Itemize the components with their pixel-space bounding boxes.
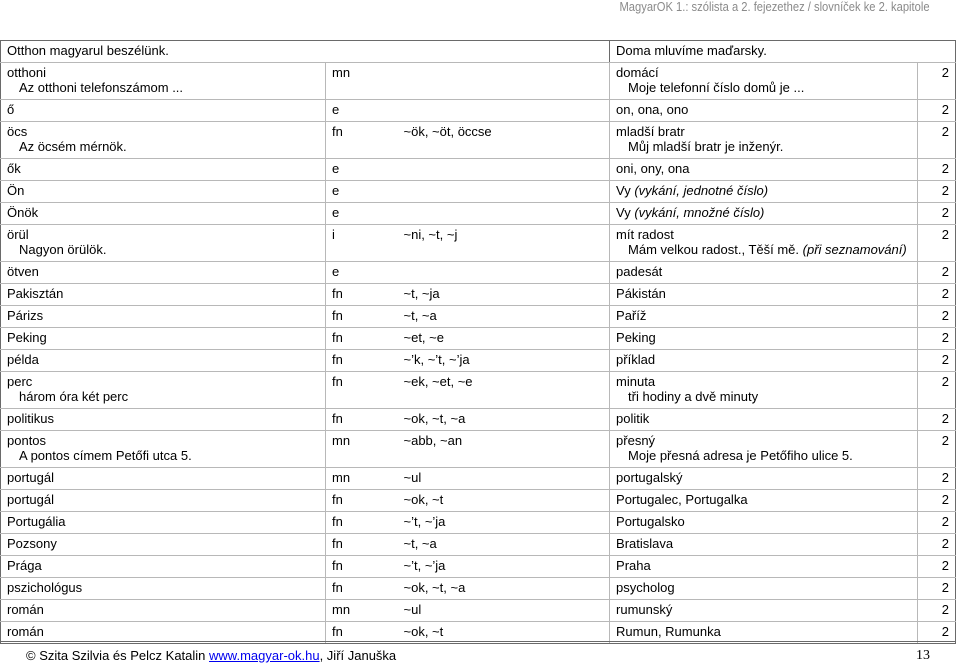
- hungarian-word: ők: [7, 161, 21, 176]
- czech-translation-cell: [610, 284, 918, 306]
- suffix-forms: ~abb, ~an: [403, 433, 463, 448]
- part-of-speech: e: [332, 102, 340, 117]
- suffix-cell: [398, 556, 610, 578]
- part-of-speech-cell: [326, 100, 398, 122]
- czech-example: Moje telefonní číslo domů je ...: [628, 80, 805, 95]
- chapter-number-cell: [918, 468, 956, 490]
- vocab-row: [1, 534, 956, 556]
- part-of-speech: e: [332, 183, 340, 198]
- chapter-number-cell: [918, 409, 956, 431]
- chapter-number-cell: [918, 372, 956, 409]
- czech-translation: Portugalsko: [616, 514, 685, 529]
- suffix-cell: [398, 225, 610, 262]
- page-number: 13: [916, 648, 930, 663]
- czech-example: Můj mladší bratr je inženýr.: [628, 139, 784, 154]
- hungarian-example: Nagyon örülök.: [19, 242, 107, 257]
- vocab-row: [1, 122, 956, 159]
- chapter-number-cell: [918, 490, 956, 512]
- suffix-forms: ~’t, ~’ja: [403, 558, 446, 573]
- suffix-forms: ~ök, ~öt, öccse: [403, 124, 492, 139]
- vocab-row: [1, 262, 956, 284]
- hungarian-word-cell: [1, 122, 326, 159]
- chapter-number: 2: [941, 470, 950, 485]
- suffix-cell: [398, 100, 610, 122]
- czech-translation-cell: [610, 372, 918, 409]
- part-of-speech-cell: [326, 284, 398, 306]
- hungarian-word-cell: [1, 409, 326, 431]
- czech-translation-cell: [610, 63, 918, 100]
- czech-translation: Peking: [616, 330, 656, 345]
- suffix-cell: [398, 63, 610, 100]
- czech-translation: Vy (vykání, množné číslo): [616, 205, 765, 220]
- hungarian-word-cell: [1, 490, 326, 512]
- hungarian-word: ő: [7, 102, 15, 117]
- hungarian-word: örül: [7, 227, 29, 242]
- czech-usage-note: (vykání, množné číslo): [634, 205, 765, 220]
- vocab-row: [1, 350, 956, 372]
- czech-translation: minuta: [616, 374, 656, 389]
- czech-translation: padesát: [616, 264, 663, 279]
- vocab-row: [1, 512, 956, 534]
- vocab-row: [1, 328, 956, 350]
- part-of-speech: mn: [332, 602, 351, 617]
- hungarian-word: román: [7, 602, 44, 617]
- chapter-number: 2: [941, 227, 950, 242]
- czech-translation: on, ona, ono: [616, 102, 689, 117]
- hungarian-word: Prága: [7, 558, 42, 573]
- suffix-forms: ~ul: [403, 602, 422, 617]
- part-of-speech-cell: [326, 556, 398, 578]
- part-of-speech: mn: [332, 433, 351, 448]
- part-of-speech: fn: [332, 286, 343, 301]
- suffix-cell: [398, 350, 610, 372]
- czech-usage-note: (vykání, jednotné číslo): [634, 183, 769, 198]
- suffix-cell: [398, 372, 610, 409]
- part-of-speech-cell: [326, 600, 398, 622]
- czech-translation: mladší bratr: [616, 124, 685, 139]
- hungarian-word: portugál: [7, 492, 54, 507]
- vocab-row: [1, 225, 956, 262]
- chapter-number: 2: [941, 161, 950, 176]
- czech-note: (při seznamování): [802, 242, 907, 257]
- chapter-number: 2: [941, 624, 950, 639]
- hungarian-example: három óra két perc: [19, 389, 129, 404]
- hungarian-word-cell: [1, 225, 326, 262]
- suffix-forms: ~t, ~a: [403, 308, 437, 323]
- chapter-number-cell: [918, 600, 956, 622]
- hungarian-word: portugál: [7, 470, 54, 485]
- chapter-number-cell: [918, 431, 956, 468]
- intro-row: [1, 41, 956, 63]
- hungarian-word-cell: [1, 284, 326, 306]
- czech-translation-cell: [610, 262, 918, 284]
- suffix-forms: ~ok, ~t, ~a: [403, 580, 466, 595]
- suffix-forms: ~ok, ~t: [403, 624, 444, 639]
- part-of-speech-cell: [326, 225, 398, 262]
- chapter-number: 2: [941, 433, 950, 448]
- footer-divider: [0, 641, 955, 642]
- suffix-cell: [398, 328, 610, 350]
- part-of-speech-cell: [326, 350, 398, 372]
- chapter-number-cell: [918, 578, 956, 600]
- suffix-cell: [398, 578, 610, 600]
- hungarian-word: otthoni: [7, 65, 47, 80]
- chapter-number-cell: [918, 181, 956, 203]
- part-of-speech: fn: [332, 374, 343, 389]
- chapter-number: 2: [941, 124, 950, 139]
- czech-translation: politik: [616, 411, 650, 426]
- chapter-number: 2: [941, 308, 950, 323]
- suffix-cell: [398, 409, 610, 431]
- czech-translation-cell: [610, 306, 918, 328]
- hungarian-word: Portugália: [7, 514, 66, 529]
- part-of-speech: fn: [332, 580, 343, 595]
- czech-translation-cell: [610, 122, 918, 159]
- intro-cz: Doma mluvíme maďarsky.: [610, 41, 956, 63]
- part-of-speech: i: [332, 227, 335, 242]
- chapter-number: 2: [941, 286, 950, 301]
- czech-translation-cell: [610, 512, 918, 534]
- chapter-number-cell: [918, 512, 956, 534]
- chapter-number-cell: [918, 262, 956, 284]
- czech-translation-cell: [610, 100, 918, 122]
- czech-translation-cell: [610, 181, 918, 203]
- czech-translation: Bratislava: [616, 536, 674, 551]
- hungarian-word-cell: [1, 372, 326, 409]
- czech-translation-cell: [610, 600, 918, 622]
- chapter-number: 2: [941, 352, 950, 367]
- part-of-speech-cell: [326, 468, 398, 490]
- hungarian-word: Ön: [7, 183, 25, 198]
- czech-translation-cell: [610, 409, 918, 431]
- hungarian-example: A pontos címem Petőfi utca 5.: [19, 448, 192, 463]
- hungarian-word: öcs: [7, 124, 28, 139]
- chapter-number-cell: [918, 203, 956, 225]
- intro-hu: Otthon magyarul beszélünk.: [1, 41, 610, 63]
- chapter-number: 2: [941, 330, 950, 345]
- suffix-cell: [398, 306, 610, 328]
- part-of-speech-cell: [326, 578, 398, 600]
- suffix-cell: [398, 284, 610, 306]
- chapter-number-cell: [918, 556, 956, 578]
- chapter-number-cell: [918, 100, 956, 122]
- czech-translation-cell: [610, 556, 918, 578]
- chapter-number: 2: [941, 514, 950, 529]
- chapter-number-cell: [918, 534, 956, 556]
- chapter-number: 2: [941, 264, 950, 279]
- hungarian-word-cell: [1, 600, 326, 622]
- website-link[interactable]: www.magyar-ok.hu: [209, 648, 320, 663]
- vocab-row: [1, 203, 956, 225]
- czech-translation: Paříž: [616, 308, 647, 323]
- running-header: MagyarOK 1.: szólista a 2. fejezethez / slovníček ke 2. kapitole: [619, 0, 930, 14]
- hungarian-word: Önök: [7, 205, 39, 220]
- part-of-speech: fn: [332, 514, 343, 529]
- czech-translation: oni, ony, ona: [616, 161, 690, 176]
- czech-example-line: [616, 448, 911, 463]
- hungarian-word-cell: [1, 203, 326, 225]
- hungarian-word-cell: [1, 306, 326, 328]
- suffix-cell: [398, 534, 610, 556]
- vocab-row: [1, 181, 956, 203]
- part-of-speech-cell: [326, 122, 398, 159]
- czech-translation: Rumun, Rumunka: [616, 624, 721, 639]
- chapter-number-cell: [918, 63, 956, 100]
- part-of-speech: fn: [332, 352, 343, 367]
- czech-translation: psycholog: [616, 580, 675, 595]
- part-of-speech: mn: [332, 470, 351, 485]
- suffix-cell: [398, 600, 610, 622]
- copyright-symbol: ©: [26, 648, 36, 663]
- vocab-row: [1, 431, 956, 468]
- chapter-number-cell: [918, 284, 956, 306]
- suffix-cell: [398, 490, 610, 512]
- part-of-speech-cell: [326, 490, 398, 512]
- part-of-speech: fn: [332, 411, 343, 426]
- hungarian-word: pszichológus: [7, 580, 83, 595]
- vocab-row: [1, 409, 956, 431]
- vocab-row: [1, 159, 956, 181]
- czech-example: Moje přesná adresa je Petőfiho ulice 5.: [628, 448, 853, 463]
- suffix-forms: ~ek, ~et, ~e: [403, 374, 473, 389]
- hungarian-word-cell: [1, 181, 326, 203]
- suffix-forms: ~et, ~e: [403, 330, 444, 345]
- chapter-number: 2: [941, 492, 950, 507]
- czech-translation-cell: [610, 534, 918, 556]
- hungarian-example: Az otthoni telefonszámom ...: [19, 80, 184, 95]
- suffix-cell: [398, 122, 610, 159]
- suffix-cell: [398, 431, 610, 468]
- part-of-speech: fn: [332, 624, 343, 639]
- hungarian-word-cell: [1, 534, 326, 556]
- czech-translation: rumunský: [616, 602, 673, 617]
- czech-translation-cell: [610, 225, 918, 262]
- suffix-forms: ~ok, ~t, ~a: [403, 411, 466, 426]
- vocab-row: [1, 490, 956, 512]
- chapter-number: 2: [941, 536, 950, 551]
- czech-translation: mít radost: [616, 227, 674, 242]
- hungarian-word-cell: [1, 512, 326, 534]
- suffix-forms: ~ok, ~t: [403, 492, 444, 507]
- part-of-speech: e: [332, 161, 340, 176]
- suffix-cell: [398, 181, 610, 203]
- czech-translation: Praha: [616, 558, 651, 573]
- vocab-row: [1, 63, 956, 100]
- suffix-forms: ~’k, ~’t, ~’ja: [403, 352, 470, 367]
- vocab-row: [1, 468, 956, 490]
- hungarian-word: ötven: [7, 264, 39, 279]
- chapter-number-cell: [918, 225, 956, 262]
- chapter-number: 2: [941, 65, 950, 80]
- part-of-speech-cell: [326, 63, 398, 100]
- czech-example-line: [616, 389, 911, 404]
- hungarian-word-cell: [1, 328, 326, 350]
- hungarian-word-cell: [1, 468, 326, 490]
- hungarian-example: Az öcsém mérnök.: [19, 139, 127, 154]
- czech-translation: portugalský: [616, 470, 683, 485]
- part-of-speech-cell: [326, 328, 398, 350]
- czech-example-line: [616, 80, 911, 95]
- vocab-row: [1, 306, 956, 328]
- vocab-row: [1, 600, 956, 622]
- czech-translation: přesný: [616, 433, 656, 448]
- part-of-speech-cell: [326, 534, 398, 556]
- chapter-number: 2: [941, 374, 950, 389]
- part-of-speech: fn: [332, 308, 343, 323]
- czech-translation-cell: [610, 468, 918, 490]
- hungarian-word-cell: [1, 556, 326, 578]
- hungarian-word-cell: [1, 63, 326, 100]
- chapter-number: 2: [941, 102, 950, 117]
- part-of-speech-cell: [326, 512, 398, 534]
- chapter-number-cell: [918, 159, 956, 181]
- czech-example-line: [616, 139, 911, 154]
- part-of-speech: e: [332, 205, 340, 220]
- suffix-forms: ~’t, ~’ja: [403, 514, 446, 529]
- suffix-forms: ~t, ~ja: [403, 286, 440, 301]
- suffix-cell: [398, 512, 610, 534]
- suffix-forms: ~ul: [403, 470, 422, 485]
- hungarian-word-cell: [1, 262, 326, 284]
- hungarian-word: Párizs: [7, 308, 44, 323]
- hungarian-word-cell: [1, 350, 326, 372]
- suffix-cell: [398, 468, 610, 490]
- suffix-forms: ~t, ~a: [403, 536, 437, 551]
- part-of-speech-cell: [326, 181, 398, 203]
- chapter-number: 2: [941, 580, 950, 595]
- czech-translation-cell: [610, 159, 918, 181]
- czech-translation-cell: [610, 203, 918, 225]
- authors: Szita Szilvia és Pelcz Katalin: [39, 648, 206, 663]
- hungarian-word: pontos: [7, 433, 47, 448]
- chapter-number: 2: [941, 558, 950, 573]
- hungarian-word-cell: [1, 159, 326, 181]
- part-of-speech-cell: [326, 306, 398, 328]
- part-of-speech-cell: [326, 372, 398, 409]
- part-of-speech-cell: [326, 431, 398, 468]
- hungarian-word: Pakisztán: [7, 286, 64, 301]
- czech-translation: Portugalec, Portugalka: [616, 492, 748, 507]
- hungarian-word: Pozsony: [7, 536, 57, 551]
- hungarian-word-cell: [1, 578, 326, 600]
- vocabulary-table: [0, 40, 956, 644]
- part-of-speech: fn: [332, 492, 343, 507]
- part-of-speech-cell: [326, 409, 398, 431]
- czech-translation: příklad: [616, 352, 656, 367]
- hungarian-word: példa: [7, 352, 39, 367]
- czech-example-line: [616, 242, 911, 257]
- czech-translation-cell: [610, 431, 918, 468]
- part-of-speech: mn: [332, 65, 351, 80]
- chapter-number: 2: [941, 411, 950, 426]
- vocab-row: [1, 372, 956, 409]
- suffix-cell: [398, 159, 610, 181]
- part-of-speech: fn: [332, 330, 343, 345]
- chapter-number-cell: [918, 350, 956, 372]
- part-of-speech-cell: [326, 159, 398, 181]
- vocab-row: [1, 284, 956, 306]
- czech-translation: domácí: [616, 65, 659, 80]
- chapter-number-cell: [918, 306, 956, 328]
- part-of-speech-cell: [326, 262, 398, 284]
- czech-translation-cell: [610, 490, 918, 512]
- hungarian-word: politikus: [7, 411, 54, 426]
- translator: , Jiří Januška: [319, 648, 397, 663]
- vocab-row: [1, 556, 956, 578]
- chapter-number-cell: [918, 122, 956, 159]
- czech-translation: Pákistán: [616, 286, 666, 301]
- hungarian-word: Peking: [7, 330, 47, 345]
- part-of-speech: fn: [332, 124, 343, 139]
- vocab-row: [1, 578, 956, 600]
- part-of-speech: e: [332, 264, 340, 279]
- czech-translation: Vy (vykání, jednotné číslo): [616, 183, 769, 198]
- czech-translation-cell: [610, 350, 918, 372]
- suffix-forms: ~ni, ~t, ~j: [403, 227, 458, 242]
- czech-example: Mám velkou radost., Těší mě.: [628, 242, 800, 257]
- hungarian-word-cell: [1, 100, 326, 122]
- suffix-cell: [398, 262, 610, 284]
- czech-example: tři hodiny a dvě minuty: [628, 389, 759, 404]
- part-of-speech-cell: [326, 203, 398, 225]
- hungarian-word: perc: [7, 374, 33, 389]
- chapter-number: 2: [941, 205, 950, 220]
- czech-translation-cell: [610, 328, 918, 350]
- footer-credits: [26, 648, 396, 663]
- hungarian-word: román: [7, 624, 44, 639]
- suffix-cell: [398, 203, 610, 225]
- czech-translation-cell: [610, 578, 918, 600]
- part-of-speech: fn: [332, 558, 343, 573]
- hungarian-word-cell: [1, 431, 326, 468]
- chapter-number: 2: [941, 183, 950, 198]
- vocab-row: [1, 100, 956, 122]
- chapter-number: 2: [941, 602, 950, 617]
- chapter-number-cell: [918, 328, 956, 350]
- part-of-speech: fn: [332, 536, 343, 551]
